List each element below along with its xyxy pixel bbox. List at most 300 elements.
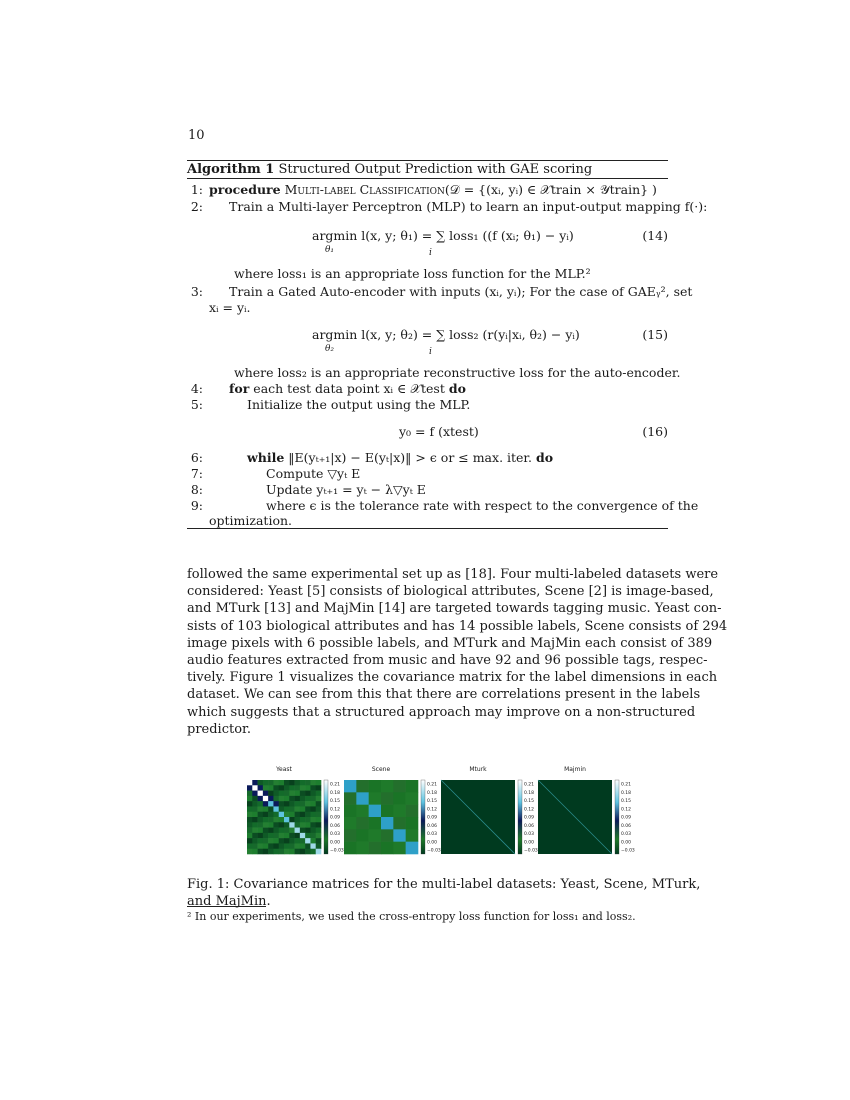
matrix-cell xyxy=(268,801,274,807)
matrix-cell xyxy=(393,817,406,830)
matrix-cell xyxy=(247,806,253,812)
colorbar-tick-label: 0.00 xyxy=(621,840,632,846)
matrix-cell xyxy=(300,838,306,844)
matrix-cell xyxy=(258,801,264,807)
matrix-cell xyxy=(295,817,301,823)
matrix-cell xyxy=(268,785,274,791)
matrix-cell xyxy=(252,822,258,828)
matrix-cell xyxy=(252,780,258,786)
algo-line-2b: where loss₁ is an appropriate loss function for the MLP.² xyxy=(234,266,591,281)
algo-line-9-cont: optimization. xyxy=(209,513,293,528)
colorbar xyxy=(615,780,619,854)
matrix-cell xyxy=(263,806,269,812)
algo-line-6 xyxy=(247,450,553,465)
matrix-cell xyxy=(393,792,406,805)
matrix-cell xyxy=(284,843,290,849)
colorbar-tick-label: −0.03 xyxy=(427,848,441,854)
matrix-cell xyxy=(316,791,322,797)
matrix-cell xyxy=(268,822,274,828)
equation-number-14: (14) xyxy=(642,228,668,243)
matrix-cell xyxy=(263,833,269,839)
matrix-cell xyxy=(279,849,285,855)
matrix-cell xyxy=(258,833,264,839)
matrix-cell xyxy=(305,828,311,834)
matrix-cell xyxy=(305,822,311,828)
matrix-cell xyxy=(258,812,264,818)
matrix-cell xyxy=(406,829,419,842)
colorbar-tick-label: 0.21 xyxy=(524,782,535,788)
colorbar-tick-label: 0.18 xyxy=(524,790,535,796)
matrix-cell xyxy=(316,817,322,823)
line-number: 1: xyxy=(190,182,203,197)
matrix-cell xyxy=(310,817,316,823)
matrix-cell xyxy=(344,817,357,830)
matrix-cell xyxy=(289,785,295,791)
line-number: 5: xyxy=(190,397,203,412)
sum-subscript: i xyxy=(429,347,432,357)
panel-title-scene: Scene xyxy=(371,766,391,773)
matrix-cell xyxy=(258,849,264,855)
matrix-cell xyxy=(263,812,269,818)
matrix-cell xyxy=(284,780,290,786)
matrix-cell xyxy=(289,833,295,839)
line-number: 2: xyxy=(190,199,203,214)
matrix-cell xyxy=(295,806,301,812)
matrix-cell xyxy=(300,796,306,802)
footnote: ² In our experiments, we used the cross-entropy loss function for loss₁ and loss₂. xyxy=(187,910,636,923)
matrix-cell xyxy=(295,843,301,849)
procedure-name: Multi-label Classification xyxy=(284,182,445,197)
matrix-cell xyxy=(295,833,301,839)
algorithm-box xyxy=(187,160,708,530)
matrix-cell xyxy=(316,843,322,849)
matrix-cell xyxy=(258,791,264,797)
matrix-cell xyxy=(295,780,301,786)
matrix-cell xyxy=(258,806,264,812)
colorbar xyxy=(518,780,522,854)
loop-condition: ‖E(yₜ₊₁|x) − E(yₜ|x)‖ > ϵ or ≤ max. iter. xyxy=(288,450,533,465)
paragraph-line: and MTurk [13] and MajMin [14] are targeted towards tagging music. Yeast con- xyxy=(187,601,722,617)
page-number: 10 xyxy=(188,128,205,143)
matrix-cell xyxy=(273,833,279,839)
matrix-cell xyxy=(284,828,290,834)
matrix-cell xyxy=(305,833,311,839)
matrix-cell xyxy=(295,812,301,818)
matrix-cell xyxy=(279,791,285,797)
algo-line-1 xyxy=(209,182,657,198)
matrix-cell xyxy=(295,828,301,834)
matrix-cell xyxy=(273,785,279,791)
colorbar-tick-label: 0.21 xyxy=(427,782,438,788)
matrix-cell xyxy=(252,785,258,791)
matrix-cell xyxy=(252,791,258,797)
matrix-cell xyxy=(263,822,269,828)
matrix-cell xyxy=(356,792,369,805)
algo-line-4 xyxy=(229,381,466,397)
matrix-cell xyxy=(305,838,311,844)
keyword: procedure xyxy=(209,182,281,197)
colorbar-tick-label: 0.18 xyxy=(330,790,341,796)
argmin-subscript: θ₁ xyxy=(325,245,335,255)
colorbar-tick-label: 0.15 xyxy=(330,799,341,804)
matrix-cell xyxy=(316,833,322,839)
matrix-cell xyxy=(268,791,274,797)
matrix-cell xyxy=(369,780,382,793)
matrix-cell xyxy=(406,792,419,805)
algorithm-bottom-rule xyxy=(187,528,668,529)
colorbar-tick-label: 0.03 xyxy=(427,832,438,837)
matrix-cell xyxy=(300,806,306,812)
matrix-cell xyxy=(381,805,394,818)
matrix-cell xyxy=(258,843,264,849)
matrix-cell xyxy=(381,829,394,842)
matrix-cell xyxy=(300,812,306,818)
matrix-cell xyxy=(393,805,406,818)
matrix-cell xyxy=(310,801,316,807)
algo-line-9: where ϵ is the tolerance rate with respect to the convergence of the xyxy=(266,498,699,513)
matrix-cell xyxy=(258,817,264,823)
line-number: 8: xyxy=(190,482,203,497)
colorbar-tick-label: 0.15 xyxy=(621,799,632,804)
panel-title-mturk: Mturk xyxy=(469,766,487,773)
keyword: do xyxy=(536,450,554,465)
colorbar-tick-label: 0.09 xyxy=(427,815,438,821)
matrix-cell xyxy=(289,791,295,797)
matrix-cell xyxy=(279,822,285,828)
matrix-cell xyxy=(273,801,279,807)
matrix-cell xyxy=(268,833,274,839)
matrix-cell xyxy=(316,822,322,828)
colorbar-tick-label: 0.00 xyxy=(524,840,535,846)
matrix-cell xyxy=(268,843,274,849)
matrix-cell xyxy=(295,849,301,855)
matrix-cell xyxy=(247,801,253,807)
algorithm-caption: Structured Output Prediction with GAE scoring xyxy=(278,162,593,177)
matrix-cell xyxy=(310,812,316,818)
matrix-cell xyxy=(316,812,322,818)
matrix-cell xyxy=(295,785,301,791)
matrix-cell xyxy=(289,796,295,802)
algo-line-8: Update yₜ₊₁ = yₜ − λ▽yₜ E xyxy=(266,482,426,497)
keyword: while xyxy=(247,450,285,465)
colorbar-tick-label: 0.06 xyxy=(427,823,438,829)
colorbar-tick-label: 0.06 xyxy=(330,823,341,829)
matrix-cell xyxy=(252,833,258,839)
matrix-cell xyxy=(381,780,394,793)
matrix-cell xyxy=(344,780,357,793)
paragraph-line: audio features extracted from music and have 92 and 96 possible tags, respec- xyxy=(187,653,708,669)
matrix-cell xyxy=(284,796,290,802)
matrix-cell xyxy=(305,849,311,855)
matrix-cell xyxy=(284,785,290,791)
matrix-cell xyxy=(284,833,290,839)
matrix-cell xyxy=(305,817,311,823)
matrix-cell xyxy=(247,833,253,839)
colorbar-tick-label: 0.09 xyxy=(524,815,535,821)
matrix-cell xyxy=(381,842,394,855)
matrix-cell xyxy=(305,801,311,807)
matrix-cell xyxy=(305,843,311,849)
matrix-cell xyxy=(263,785,269,791)
paragraph-line: predictor. xyxy=(187,721,251,737)
matrix-cell xyxy=(258,828,264,834)
matrix-cell xyxy=(273,780,279,786)
matrix-cell xyxy=(295,822,301,828)
matrix-cell xyxy=(273,849,279,855)
colorbar-tick-label: 0.21 xyxy=(621,782,632,788)
matrix-cell xyxy=(247,780,253,786)
matrix-cell xyxy=(316,785,322,791)
matrix-cell xyxy=(279,817,285,823)
matrix-cell xyxy=(300,791,306,797)
matrix-cell xyxy=(310,780,316,786)
matrix-cell xyxy=(369,842,382,855)
matrix-cell xyxy=(305,785,311,791)
algo-line-5: Initialize the output using the MLP. xyxy=(247,397,471,412)
matrix-cell xyxy=(252,812,258,818)
body-paragraph xyxy=(187,566,728,738)
line-number: 6: xyxy=(190,450,203,465)
matrix-cell xyxy=(258,838,264,844)
colorbar-tick-label: 0.00 xyxy=(330,840,341,846)
matrix-cell xyxy=(310,838,316,844)
matrix-cell xyxy=(289,849,295,855)
matrix-cell xyxy=(305,812,311,818)
paragraph-line: dataset. We can see from this that there are correlations present in the labels xyxy=(187,687,701,703)
colorbar-tick-label: 0.03 xyxy=(621,832,632,837)
matrix-cell xyxy=(263,817,269,823)
matrix-cell xyxy=(252,801,258,807)
keyword: do xyxy=(448,381,466,396)
colorbar xyxy=(421,780,425,854)
matrix-cell xyxy=(263,791,269,797)
matrix-cell xyxy=(284,806,290,812)
colorbar xyxy=(324,780,328,854)
matrix-cell xyxy=(279,780,285,786)
matrix-cell xyxy=(258,785,264,791)
matrix-cell xyxy=(279,806,285,812)
matrix-cell xyxy=(289,828,295,834)
matrix-cell xyxy=(406,842,419,855)
colorbar-tick-label: 0.12 xyxy=(427,807,438,813)
matrix-cell xyxy=(305,780,311,786)
matrix-cell xyxy=(300,785,306,791)
matrix-cell xyxy=(393,780,406,793)
matrix-cell xyxy=(279,796,285,802)
algo-line-2: Train a Multi-layer Perceptron (MLP) to learn an input-output mapping f(·): xyxy=(229,199,708,214)
matrix-cell xyxy=(263,849,269,855)
sum-subscript: i xyxy=(429,248,432,258)
matrix-cell xyxy=(305,791,311,797)
matrix-cell xyxy=(356,805,369,818)
matrix-cell xyxy=(344,792,357,805)
colorbar-tick-label: 0.15 xyxy=(524,799,535,804)
colorbar-tick-label: 0.12 xyxy=(330,807,341,813)
colorbar-tick-label: −0.03 xyxy=(621,848,635,854)
colorbar-tick-label: 0.12 xyxy=(524,807,535,813)
matrix-cell xyxy=(310,822,316,828)
matrix-cell xyxy=(273,828,279,834)
matrix-cell xyxy=(268,780,274,786)
matrix-cell xyxy=(252,838,258,844)
matrix-cell xyxy=(300,833,306,839)
matrix-cell xyxy=(300,817,306,823)
matrix-cell xyxy=(273,806,279,812)
caption-line: Fig. 1: Covariance matrices for the multi-label datasets: Yeast, Scene, MTurk, xyxy=(187,877,701,892)
matrix-cell xyxy=(258,796,264,802)
matrix-cell xyxy=(284,801,290,807)
equation-number-15: (15) xyxy=(642,327,668,342)
matrix-cell xyxy=(310,806,316,812)
paragraph-line: sists of 103 biological attributes and has 14 possible labels, Scene consists of 294 xyxy=(187,618,728,634)
matrix-cell xyxy=(279,785,285,791)
matrix-cell xyxy=(381,792,394,805)
colorbar-tick-label: 0.09 xyxy=(621,815,632,821)
caption-line: and MajMin. xyxy=(187,894,271,910)
matrix-cell xyxy=(369,829,382,842)
matrix-cell xyxy=(263,796,269,802)
colorbar-tick-label: 0.18 xyxy=(427,790,438,796)
equation-14: argmin l(x, y; θ₁) = ∑ loss₁ ((f (xᵢ; θ₁) − yᵢ) xyxy=(312,228,574,243)
algo-line-7: Compute ▽yₜ E xyxy=(266,466,361,481)
matrix-cell xyxy=(247,796,253,802)
matrix-cell xyxy=(289,801,295,807)
matrix-cell xyxy=(273,812,279,818)
matrix-cell xyxy=(263,801,269,807)
colorbar-tick-label: 0.00 xyxy=(427,840,438,846)
matrix-cell xyxy=(279,828,285,834)
colorbar-tick-label: −0.03 xyxy=(330,848,344,854)
colorbar-tick-label: 0.09 xyxy=(330,815,341,821)
matrix-cell xyxy=(247,785,253,791)
matrix-cell xyxy=(305,806,311,812)
matrix-cell xyxy=(258,822,264,828)
matrix-cell xyxy=(289,806,295,812)
matrix-cell xyxy=(310,849,316,855)
matrix-cell xyxy=(268,849,274,855)
algorithm-label: Algorithm 1 xyxy=(187,162,275,177)
argmin-subscript: θ₂ xyxy=(325,344,335,354)
paragraph-line: considered: Yeast [5] consists of biological attributes, Scene [2] is image-based, xyxy=(187,584,714,600)
matrix-cell xyxy=(316,849,322,855)
matrix-cell xyxy=(344,829,357,842)
matrix-cell xyxy=(316,780,322,786)
panel-title-yeast: Yeast xyxy=(276,766,292,773)
matrix-cell xyxy=(300,780,306,786)
matrix-cell xyxy=(289,780,295,786)
matrix-cell xyxy=(273,796,279,802)
colorbar-tick-label: 0.18 xyxy=(621,790,632,796)
matrix-cell xyxy=(247,838,253,844)
matrix-cell xyxy=(406,780,419,793)
colorbar-tick-label: 0.06 xyxy=(621,823,632,829)
matrix-cell xyxy=(316,838,322,844)
colorbar-tick-label: 0.03 xyxy=(330,832,341,837)
matrix-cell xyxy=(356,817,369,830)
matrix-cell xyxy=(300,828,306,834)
footnote-rule xyxy=(187,906,266,907)
matrix-cell xyxy=(310,843,316,849)
matrix-cell xyxy=(310,828,316,834)
matrix-cell xyxy=(289,838,295,844)
matrix-cell xyxy=(247,822,253,828)
matrix-cell xyxy=(284,838,290,844)
matrix-cell xyxy=(310,833,316,839)
colorbar-tick-label: 0.15 xyxy=(427,799,438,804)
matrix-cell xyxy=(295,838,301,844)
matrix-cell xyxy=(406,817,419,830)
matrix-cell xyxy=(263,843,269,849)
matrix-cell xyxy=(273,843,279,849)
matrix-cell xyxy=(300,849,306,855)
matrix-cell xyxy=(247,791,253,797)
matrix-cell xyxy=(284,812,290,818)
line-number: 9: xyxy=(190,498,203,513)
matrix-cell xyxy=(252,843,258,849)
paragraph-line: tively. Figure 1 visualizes the covariance matrix for the label dimensions in each xyxy=(187,670,718,686)
matrix-cell xyxy=(369,792,382,805)
matrix-cell xyxy=(263,838,269,844)
matrix-cell xyxy=(289,812,295,818)
matrix-cell xyxy=(356,842,369,855)
matrix-cell xyxy=(344,842,357,855)
matrix-cell xyxy=(247,817,253,823)
colorbar-tick-label: 0.21 xyxy=(330,782,341,788)
matrix-cell xyxy=(247,843,253,849)
matrix-cell xyxy=(356,780,369,793)
equation-number-16: (16) xyxy=(642,424,668,439)
matrix-cell xyxy=(381,817,394,830)
matrix-cell xyxy=(295,796,301,802)
matrix-cell xyxy=(268,806,274,812)
matrix-cell xyxy=(284,849,290,855)
matrix-cell xyxy=(300,801,306,807)
colorbar-tick-label: 0.06 xyxy=(524,823,535,829)
paragraph-line: which suggests that a structured approach may improve on a non-structured xyxy=(187,704,696,720)
algo-line-3-cont: xᵢ = yᵢ. xyxy=(209,300,251,315)
matrix-cell xyxy=(356,829,369,842)
matrix-cell xyxy=(369,817,382,830)
matrix-cell xyxy=(279,801,285,807)
line-number: 3: xyxy=(190,284,203,299)
matrix-cell xyxy=(284,791,290,797)
matrix-cell xyxy=(252,849,258,855)
matrix-cell xyxy=(252,806,258,812)
line-number: 4: xyxy=(190,381,203,396)
matrix-cell xyxy=(279,838,285,844)
matrix-cell xyxy=(258,780,264,786)
colorbar-tick-label: −0.03 xyxy=(524,848,538,854)
matrix-cell xyxy=(273,822,279,828)
matrix-cell xyxy=(310,791,316,797)
matrix-cell xyxy=(305,796,311,802)
matrix-cell xyxy=(247,812,253,818)
matrix-cell xyxy=(316,796,322,802)
matrix-cell xyxy=(310,796,316,802)
matrix-cell xyxy=(263,828,269,834)
loop-condition: each test data point xᵢ ∈ 𝒳test xyxy=(253,381,445,396)
matrix-cell xyxy=(284,817,290,823)
matrix-cell xyxy=(406,805,419,818)
algorithm-mid-rule xyxy=(187,178,668,179)
matrix-cell xyxy=(369,805,382,818)
keyword: for xyxy=(229,381,250,396)
matrix-cell xyxy=(268,812,274,818)
covariance-figure xyxy=(246,766,636,856)
matrix-cell xyxy=(310,785,316,791)
matrix-cell xyxy=(247,828,253,834)
algorithm-title xyxy=(187,161,668,178)
